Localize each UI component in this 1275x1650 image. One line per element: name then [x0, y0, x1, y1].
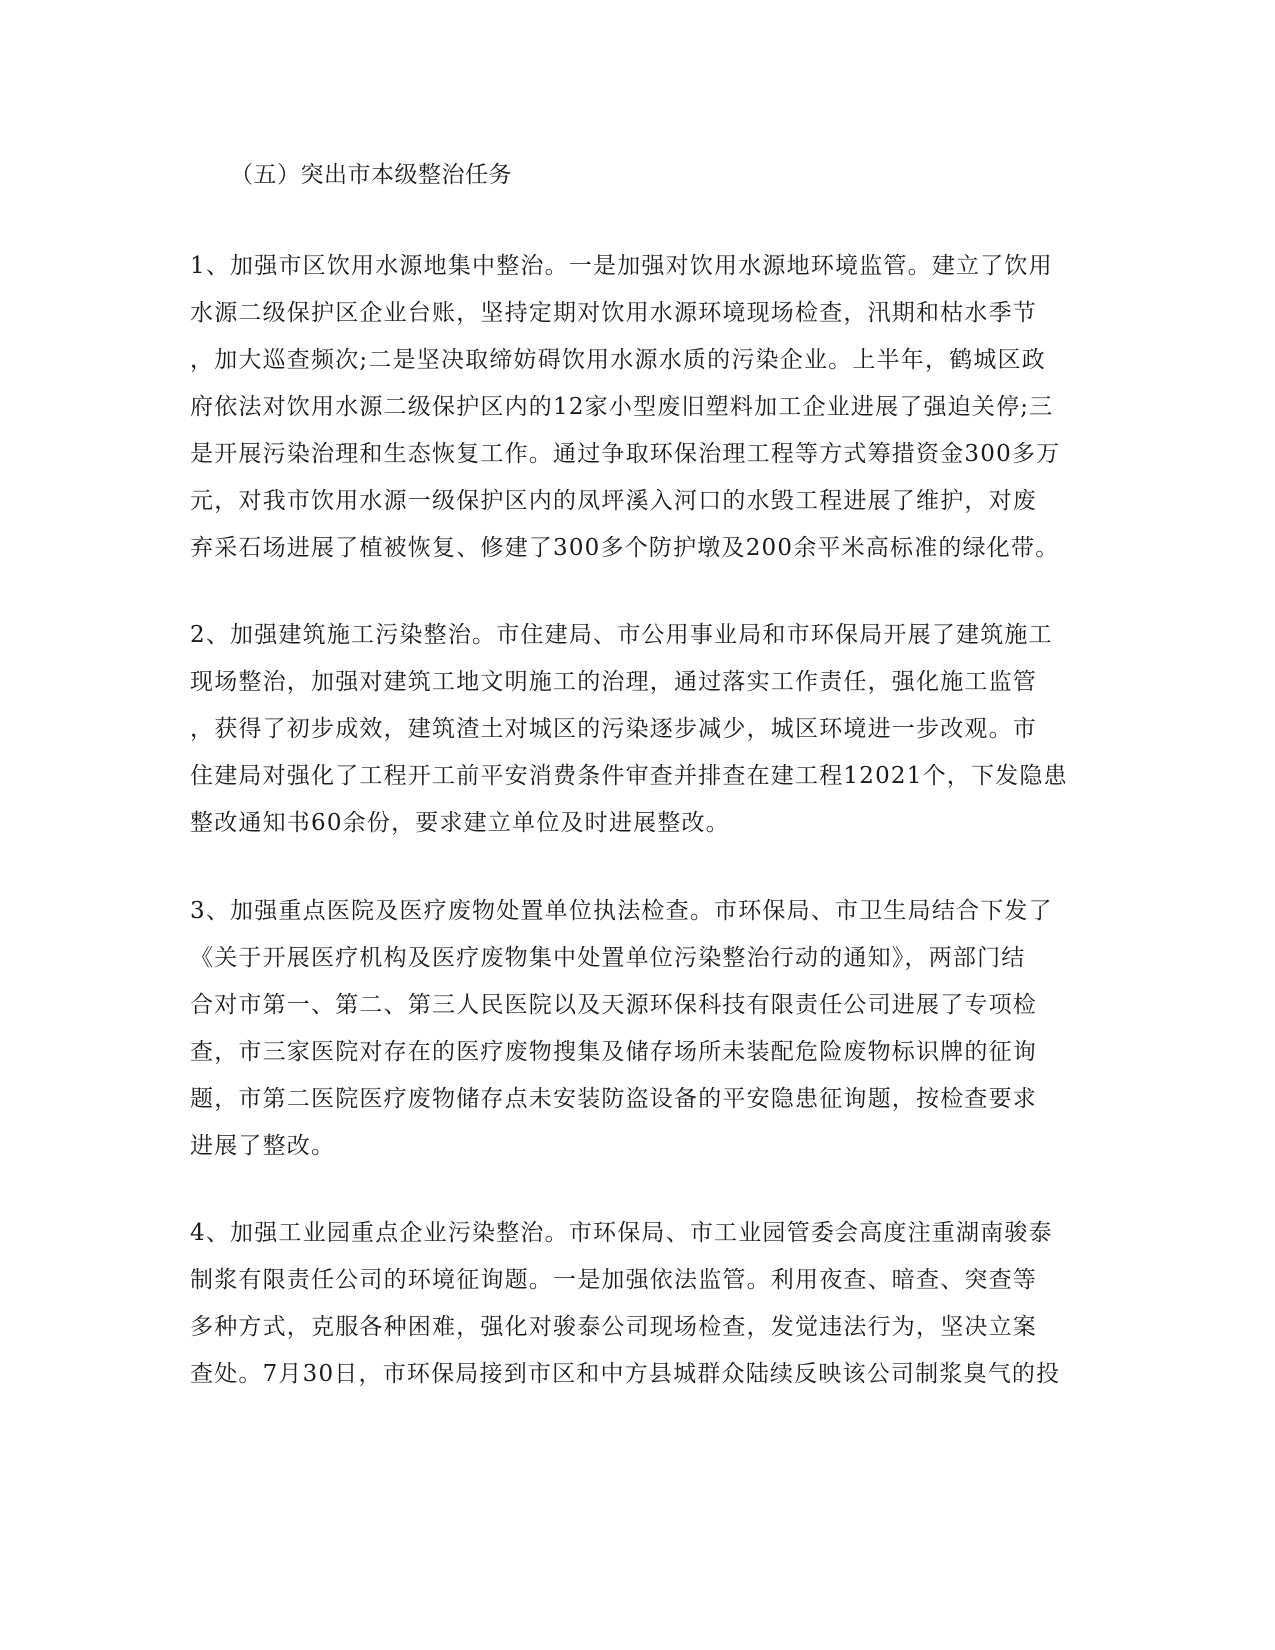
paragraph-line: 住建局对强化了工程开工前平安消费条件审查并排查在建工程12021个，下发隐患: [190, 763, 1068, 789]
paragraph-line: 3、加强重点医院及医疗废物处置单位执法检查。市环保局、市卫生局结合下发了: [190, 898, 1053, 924]
paragraph-4: [190, 1210, 1090, 1398]
paragraph-line: ，获得了初步成效，建筑渣土对城区的污染逐步减少，城区环境进一步改观。市: [190, 716, 1037, 742]
paragraph-line: 现场整治，加强对建筑工地文明施工的治理，通过落实工作责任，强化施工监管: [190, 669, 1037, 695]
paragraph-line: 查处。7月30日，市环保局接到市区和中方县城群众陆续反映该公司制浆臭气的投: [190, 1361, 1061, 1387]
paragraph-line: 制浆有限责任公司的环境征询题。一是加强依法监管。利用夜查、暗查、突查等: [190, 1267, 1037, 1293]
paragraph-line: 2、加强建筑施工污染整治。市住建局、市公用事业局和市环保局开展了建筑施工: [190, 622, 1053, 648]
paragraph-line: ，加大巡查频次;二是坚决取缔妨碍饮用水源水质的污染企业。上半年，鹤城区政: [190, 347, 1046, 373]
paragraph-3: [190, 888, 1090, 1170]
paragraph-line: 1、加强市区饮用水源地集中整治。一是加强对饮用水源地环境监管。建立了饮用: [190, 253, 1053, 279]
paragraph-line: 《关于开展医疗机构及医疗废物集中处置单位污染整治行动的通知》，两部门结: [190, 945, 1026, 971]
paragraph-line: 进展了整改。: [190, 1133, 336, 1159]
paragraph-line: 多种方式，克服各种困难，强化对骏泰公司现场检查，发觉违法行为，坚决立案: [190, 1314, 1037, 1340]
paragraph-line: 府依法对饮用水源二级保护区内的12家小型废旧塑料加工企业进展了强迫关停;三: [190, 394, 1054, 420]
paragraph-line: 题，市第二医院医疗废物储存点未安装防盗设备的平安隐患征询题，按检查要求: [190, 1086, 1037, 1112]
paragraph-line: 水源二级保护区企业台账，坚持定期对饮用水源环境现场检查，汛期和枯水季节: [190, 300, 1037, 326]
paragraph-line: 4、加强工业园重点企业污染整治。市环保局、市工业园管委会高度注重湖南骏泰: [190, 1220, 1053, 1246]
section-heading: （五）突出市本级整治任务: [230, 162, 512, 188]
paragraph-line: 查，市三家医院对存在的医疗废物搜集及储存场所未装配危险废物标识牌的征询: [190, 1039, 1037, 1065]
paragraph-line: 弃采石场进展了植被恢复、修建了300多个防护墩及200余平米高标准的绿化带。: [190, 535, 1060, 561]
paragraph-line: 合对市第一、第二、第三人民医院以及天源环保科技有限责任公司进展了专项检: [190, 992, 1037, 1018]
paragraph-1: [190, 243, 1090, 572]
paragraph-line: 元，对我市饮用水源一级保护区内的凤坪溪入河口的水毁工程进展了维护，对废: [190, 488, 1037, 514]
paragraph-2: [190, 612, 1090, 847]
paragraph-line: 整改通知书60余份，要求建立单位及时进展整改。: [190, 810, 730, 836]
paragraph-line: 是开展污染治理和生态恢复工作。通过争取环保治理工程等方式筹措资金300多万: [190, 441, 1061, 467]
